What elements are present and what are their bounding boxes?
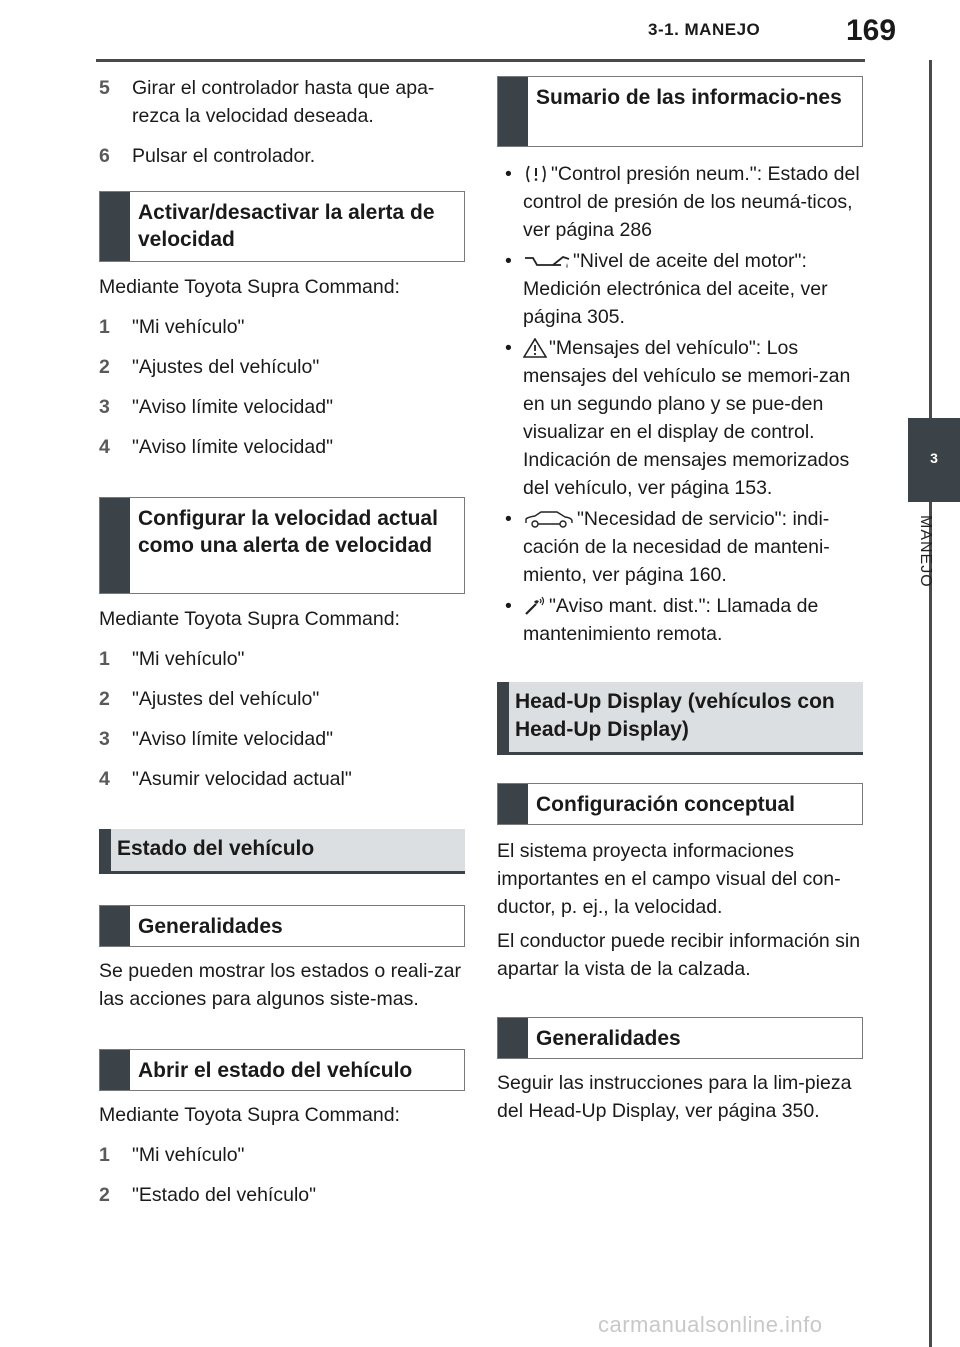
heading-activar-alerta (99, 191, 465, 262)
command-intro: Mediante Toyota Supra Command: (99, 1104, 400, 1126)
command-intro: Mediante Toyota Supra Command: (99, 608, 400, 630)
step-item (99, 1181, 465, 1209)
chapter-number: 3 (930, 450, 938, 466)
heading-text: Sumario de las informacio-nes (536, 86, 842, 109)
bullet-mark: • (505, 250, 512, 272)
tire-pressure-icon (523, 164, 549, 184)
heading-bar (100, 498, 130, 593)
step-item (99, 353, 465, 381)
step-item (99, 142, 465, 170)
heading-bar (100, 192, 130, 261)
step-text: "Estado del vehículo" (132, 1184, 317, 1206)
step-item (99, 725, 465, 753)
step-text: "Aviso límite velocidad" (132, 436, 333, 458)
step-number: 4 (99, 768, 110, 790)
remote-wrench-icon (523, 596, 547, 616)
right-column (497, 70, 863, 1125)
oil-level-icon (523, 251, 571, 271)
paragraph-estados: Se pueden mostrar los estados o reali-zar las acciones para algunos siste-mas. (99, 960, 462, 1010)
step-item (99, 765, 465, 793)
status-list-item (497, 247, 863, 331)
heading-estado-vehiculo (99, 829, 465, 874)
heading-bar (498, 77, 528, 146)
section-title: 3-1. MANEJO (648, 20, 761, 39)
step-item (99, 1141, 465, 1169)
header-rule (96, 59, 865, 62)
step-text: "Mi vehículo" (132, 648, 245, 670)
left-column (99, 70, 465, 1209)
heading-text: Configurar la velocidad actual como una alerta de velocidad (138, 507, 438, 557)
heading-configuracion-conceptual (497, 783, 863, 825)
step-number: 6 (99, 145, 110, 167)
heading-bar (498, 784, 528, 824)
heading-bar (100, 906, 130, 946)
service-car-icon (523, 509, 575, 529)
chapter-label: MANEJO (917, 515, 934, 588)
bullet-mark: • (505, 163, 512, 185)
step-number: 3 (99, 728, 110, 750)
heading-text: Estado del vehículo (117, 837, 315, 860)
paragraph-conductor: El conductor puede recibir información sin apartar la vista de la calzada. (497, 930, 861, 980)
step-item (99, 74, 465, 130)
status-item-text: "Aviso mant. dist.": Llamada de mantenimiento remota. (523, 595, 819, 645)
status-item-text: "Control presión neum.": Estado del control de presión de los neumá-ticos, ver página 286 (523, 163, 860, 241)
step-number: 1 (99, 316, 110, 338)
heading-text: Generalidades (536, 1027, 681, 1050)
paragraph-sistema: El sistema proyecta informaciones importantes en el campo visual del con-ductor, p. ej., la velocidad. (497, 840, 841, 918)
step-text: "Asumir velocidad actual" (132, 768, 352, 790)
heading-sumario (497, 76, 863, 147)
heading-bar (498, 1018, 528, 1058)
status-list-item (497, 334, 863, 502)
watermark: carmanualsonline.info (598, 1312, 823, 1337)
step-number: 4 (99, 436, 110, 458)
step-text: "Mi vehículo" (132, 316, 245, 338)
status-list-item (497, 160, 863, 244)
heading-text: Abrir el estado del vehículo (138, 1059, 413, 1082)
chapter-tab (908, 418, 960, 502)
bullet-mark: • (505, 508, 512, 530)
status-item-text: "Necesidad de servicio": indi-cación de la necesidad de manteni-miento, ver página 160. (523, 508, 830, 586)
step-item (99, 313, 465, 341)
bullet-mark: • (505, 595, 512, 617)
command-intro: Mediante Toyota Supra Command: (99, 276, 400, 298)
page-number: 169 (846, 14, 897, 47)
heading-generalidades (497, 1017, 863, 1059)
heading-configurar-velocidad (99, 497, 465, 594)
status-list-item (497, 592, 863, 648)
step-item (99, 645, 465, 673)
status-item-text: "Mensajes del vehículo": Los mensajes del vehículo se memori-zan en un segundo plano y se pue-den visualizar en el display de control. Indicación de mensajes memorizados del vehículo, ver página 153. (523, 337, 851, 499)
heading-text: Generalidades (138, 915, 283, 938)
heading-head-up-display (497, 682, 863, 755)
step-number: 2 (99, 1184, 110, 1206)
step-text: "Mi vehículo" (132, 1144, 245, 1166)
heading-bar (100, 1050, 130, 1090)
step-text: Pulsar el controlador. (132, 145, 316, 167)
step-number: 1 (99, 648, 110, 670)
step-text: Girar el controlador hasta que apa-rezca la velocidad deseada. (132, 77, 435, 127)
step-number: 2 (99, 688, 110, 710)
bullet-mark: • (505, 337, 512, 359)
step-number: 1 (99, 1144, 110, 1166)
status-item-text: "Nivel de aceite del motor": Medición electrónica del aceite, ver página 305. (523, 250, 828, 328)
heading-abrir-estado (99, 1049, 465, 1091)
step-text: "Aviso límite velocidad" (132, 396, 333, 418)
step-number: 3 (99, 396, 110, 418)
heading-bar (99, 829, 111, 871)
side-line-top (929, 60, 932, 418)
step-text: "Aviso límite velocidad" (132, 728, 333, 750)
heading-text: Configuración conceptual (536, 793, 796, 816)
heading-generalidades (99, 905, 465, 947)
heading-text: Activar/desactivar la alerta de velocidad (138, 201, 435, 251)
warning-triangle-icon (523, 338, 547, 358)
step-item (99, 685, 465, 713)
side-line-bottom (929, 502, 932, 1347)
step-item (99, 433, 465, 461)
step-number: 2 (99, 356, 110, 378)
step-number: 5 (99, 77, 110, 99)
step-item (99, 393, 465, 421)
heading-bar (497, 682, 509, 752)
heading-text: Head-Up Display (vehículos con Head-Up Display) (515, 690, 835, 741)
step-text: "Ajustes del vehículo" (132, 688, 320, 710)
step-text: "Ajustes del vehículo" (132, 356, 320, 378)
status-list-item (497, 505, 863, 589)
paragraph-seguir: Seguir las instrucciones para la lim-pieza del Head-Up Display, ver página 350. (497, 1072, 852, 1122)
